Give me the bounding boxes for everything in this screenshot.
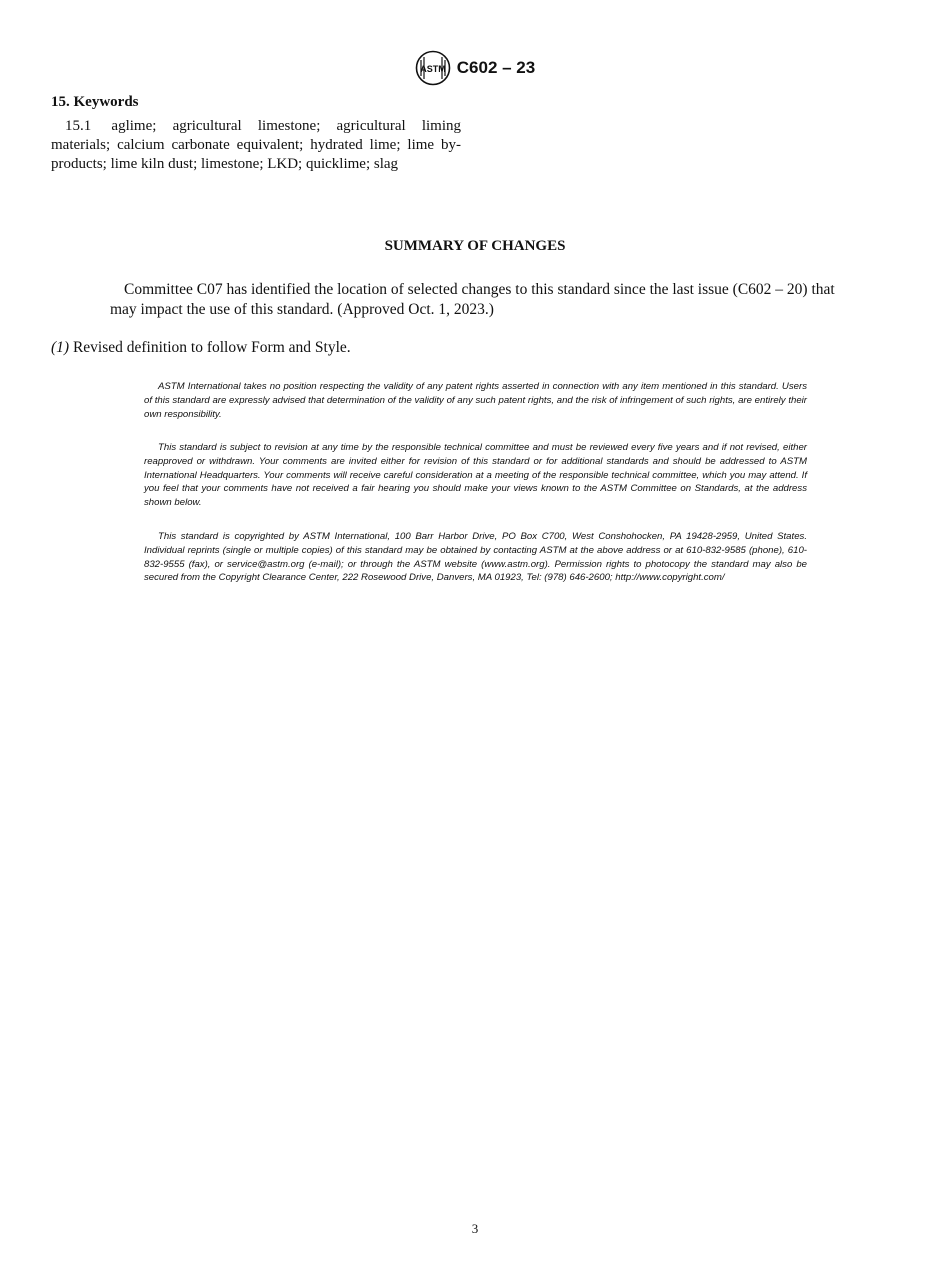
copyright-notice: This standard is copyrighted by ASTM International, 100 Barr Harbor Drive, PO Box C700, West Conshohocken, PA 19428-2959, United States. Individual reprints (single or multiple copies) of this standard may be obtained by contacting ASTM at the above address or at 610-832-9585 (phone), 610-832-9555 (fax), or service@astm.org (e-mail); or through the ASTM website (www.astm.org). Permission rights to photocopy the standard may also be secured from the Copyright Clearance Center, 222 Rosewood Drive, Danvers, MA 01923, Tel: (978) 646-2600; http://www.copyright.com/ xyxy=(144,531,807,584)
revision-notice: This standard is subject to revision at any time by the responsible technical committee and must be reviewed every five years and if not revised, either reapproved or withdrawn. Your comments are invited either for revision of this standard or for additional standards and should be addressed to ASTM International Headquarters. Your comments will receive careful consideration at a meeting of the responsible technical committee, which you may attend. If you feel that your comments have not received a fair hearing you should make your views known to the ASTM Committee on Standards, at the address shown below. xyxy=(144,442,807,509)
standard-designation: C602 – 23 xyxy=(456,58,536,77)
summary-body: Committee C07 has identified the location of selected changes to this standard since the last issue (C602 – 20) that may impact the use of this standard. (Approved Oct. 1, 2023.) xyxy=(110,281,835,318)
change-item-text: Revised definition to follow Form and Style. xyxy=(72,339,351,356)
change-item-number: (1) xyxy=(51,339,70,356)
astm-logo-icon xyxy=(415,50,451,86)
keywords-section xyxy=(51,94,461,174)
summary-title: SUMMARY OF CHANGES xyxy=(384,238,566,254)
keywords-number: 15.1 xyxy=(65,118,92,134)
keywords-paragraph xyxy=(51,117,461,174)
patent-notice: ASTM International takes no position respecting the validity of any patent rights asserted in connection with any item mentioned in this standard. Users of this standard are expressly advised that determination of the validity of any such patent rights, and the risk of infringement of such rights, are entirely their own responsibility. xyxy=(144,381,807,420)
svg-text:ASTM: ASTM xyxy=(420,64,446,74)
page-number: 3 xyxy=(471,1221,479,1236)
keywords-text: aglime; agricultural limestone; agricultural liming materials; calcium carbonate equivalent; hydrated lime; lime by-products; lime kiln dust; limestone; LKD; quicklime; slag xyxy=(51,118,461,172)
page-header xyxy=(0,50,950,91)
change-item xyxy=(51,339,351,357)
keywords-heading: 15. Keywords xyxy=(51,94,139,110)
